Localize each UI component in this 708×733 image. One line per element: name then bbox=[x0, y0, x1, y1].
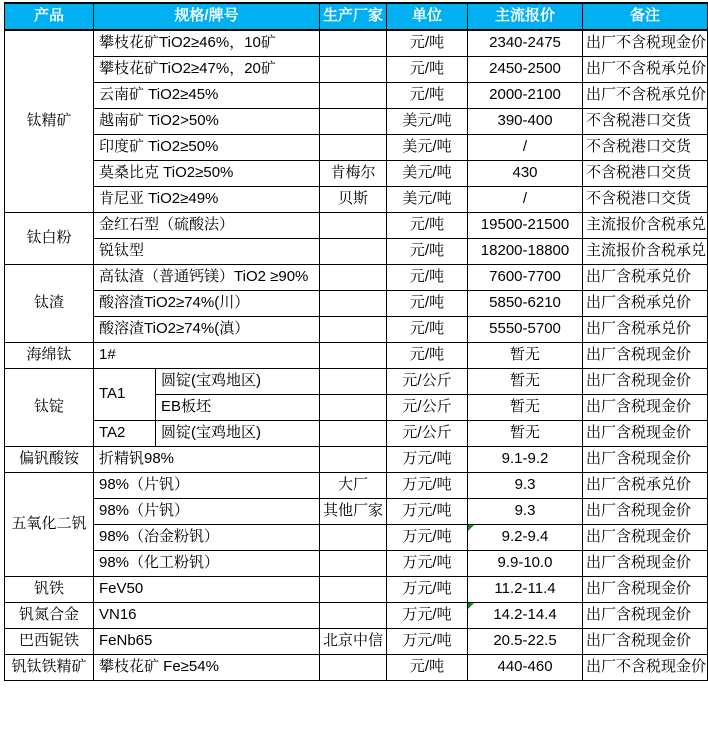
table-row bbox=[5, 134, 708, 160]
price-value: 暂无 bbox=[510, 423, 541, 441]
note-cell[interactable]: 不含税港口交货 bbox=[583, 186, 708, 212]
maker-cell[interactable] bbox=[320, 134, 387, 160]
product-cell[interactable]: 五氧化二钒 bbox=[5, 472, 94, 576]
price-cell[interactable] bbox=[468, 212, 583, 238]
unit-cell[interactable]: 美元/吨 bbox=[387, 108, 468, 134]
table-row bbox=[5, 342, 708, 368]
maker-cell[interactable] bbox=[320, 108, 387, 134]
note-cell[interactable]: 出厂含税承兑价 bbox=[583, 264, 708, 290]
grade-cell[interactable]: TA1 bbox=[94, 368, 156, 420]
maker-cell[interactable] bbox=[320, 342, 387, 368]
unit-cell[interactable]: 元/吨 bbox=[387, 238, 468, 264]
header-cell[interactable]: 主流报价 bbox=[468, 3, 583, 30]
price-cell[interactable] bbox=[468, 368, 583, 394]
spec-cell[interactable]: 高钛渣（普通钙镁）TiO2 ≥90% bbox=[94, 264, 320, 290]
spec-cell[interactable]: 酸溶渣TiO2≥74%(滇） bbox=[94, 316, 320, 342]
table-row bbox=[5, 160, 708, 186]
price-value: 19500-21500 bbox=[480, 215, 570, 233]
commodity-price-table bbox=[4, 2, 708, 681]
price-value: 2340-2475 bbox=[489, 34, 561, 51]
spec-cell[interactable]: 98%（化工粉钒） bbox=[94, 550, 320, 576]
price-value: 2450-2500 bbox=[489, 59, 561, 77]
cell-error-flag-icon bbox=[468, 525, 474, 531]
price-value: 390-400 bbox=[497, 111, 553, 129]
price-value: 9.1-9.2 bbox=[501, 449, 549, 467]
maker-cell[interactable] bbox=[320, 238, 387, 264]
maker-cell[interactable] bbox=[320, 576, 387, 602]
spec-cell[interactable]: 越南矿 TiO2>50% bbox=[94, 108, 320, 134]
form-cell[interactable]: EB板坯 bbox=[156, 394, 320, 420]
maker-cell[interactable] bbox=[320, 82, 387, 108]
spec-cell[interactable]: 1# bbox=[94, 342, 320, 368]
maker-cell[interactable] bbox=[320, 368, 387, 394]
unit-cell[interactable]: 元/公斤 bbox=[387, 394, 468, 420]
note-cell[interactable]: 出厂含税现金价 bbox=[583, 524, 708, 550]
price-cell[interactable] bbox=[468, 602, 583, 628]
price-cell[interactable] bbox=[468, 394, 583, 420]
spec-cell[interactable]: 98%（冶金粉钒） bbox=[94, 524, 320, 550]
unit-cell[interactable]: 元/公斤 bbox=[387, 368, 468, 394]
price-cell[interactable] bbox=[468, 342, 583, 368]
unit-cell[interactable]: 美元/吨 bbox=[387, 134, 468, 160]
header-cell[interactable]: 单位 bbox=[387, 3, 468, 30]
table-row bbox=[5, 524, 708, 550]
price-value: 9.2-9.4 bbox=[501, 527, 549, 545]
note-cell[interactable]: 主流报价含税承兑 bbox=[583, 238, 708, 264]
unit-cell[interactable]: 元/吨 bbox=[387, 316, 468, 342]
maker-cell[interactable] bbox=[320, 290, 387, 316]
table-row bbox=[5, 264, 708, 290]
price-value: 5550-5700 bbox=[489, 319, 561, 337]
product-cell[interactable]: 钒氮合金 bbox=[5, 602, 94, 628]
maker-cell[interactable] bbox=[320, 56, 387, 82]
form-cell[interactable]: 圆锭(宝鸡地区) bbox=[156, 368, 320, 394]
note-cell[interactable]: 出厂不含税承兑价 bbox=[583, 56, 708, 82]
price-cell[interactable] bbox=[468, 316, 583, 342]
price-value: 9.3 bbox=[514, 501, 536, 519]
price-value: / bbox=[522, 137, 528, 155]
note-cell[interactable]: 出厂含税现金价 bbox=[583, 550, 708, 576]
table-body bbox=[5, 30, 708, 680]
header-cell[interactable]: 备注 bbox=[583, 3, 708, 30]
note-cell[interactable]: 出厂含税现金价 bbox=[583, 394, 708, 420]
header-cell[interactable]: 产品 bbox=[5, 3, 94, 30]
note-cell[interactable]: 出厂含税现金价 bbox=[583, 342, 708, 368]
price-value: 暂无 bbox=[510, 397, 541, 415]
maker-cell[interactable] bbox=[320, 264, 387, 290]
header-cell[interactable]: 生产厂家 bbox=[320, 3, 387, 30]
spec-cell[interactable]: 攀枝花矿 Fe≥54% bbox=[94, 654, 320, 680]
product-cell[interactable]: 钒铁 bbox=[5, 576, 94, 602]
table-row bbox=[5, 446, 708, 472]
spec-cell[interactable]: 攀枝花矿TiO2≥46%，10矿 bbox=[94, 30, 320, 56]
price-cell[interactable] bbox=[468, 160, 583, 186]
table-row bbox=[5, 82, 708, 108]
unit-cell[interactable]: 万元/吨 bbox=[387, 524, 468, 550]
unit-cell[interactable]: 元/吨 bbox=[387, 654, 468, 680]
unit-cell[interactable]: 万元/吨 bbox=[387, 576, 468, 602]
spec-cell[interactable]: FeV50 bbox=[94, 576, 320, 602]
unit-cell[interactable]: 万元/吨 bbox=[387, 446, 468, 472]
table-row bbox=[5, 316, 708, 342]
note-cell[interactable]: 出厂不含税承兑价 bbox=[583, 82, 708, 108]
price-value: 暂无 bbox=[510, 371, 541, 389]
product-cell[interactable]: 钛白粉 bbox=[5, 212, 94, 264]
table-row bbox=[5, 576, 708, 602]
spec-cell[interactable]: 折精钒98% bbox=[94, 446, 320, 472]
price-cell[interactable] bbox=[468, 550, 583, 576]
maker-cell[interactable]: 其他厂家 bbox=[320, 498, 387, 524]
table-row bbox=[5, 654, 708, 680]
maker-cell[interactable] bbox=[320, 30, 387, 56]
unit-cell[interactable]: 元/吨 bbox=[387, 56, 468, 82]
unit-cell[interactable]: 元/公斤 bbox=[387, 420, 468, 446]
note-cell[interactable]: 不含税港口交货 bbox=[583, 160, 708, 186]
note-cell[interactable]: 出厂含税现金价 bbox=[583, 576, 708, 602]
spec-cell[interactable]: VN16 bbox=[94, 602, 320, 628]
price-value: 5850-6210 bbox=[489, 293, 561, 311]
unit-cell[interactable]: 万元/吨 bbox=[387, 628, 468, 654]
note-cell[interactable]: 出厂含税现金价 bbox=[583, 602, 708, 628]
unit-cell[interactable]: 元/吨 bbox=[387, 82, 468, 108]
price-value: 9.3 bbox=[514, 475, 536, 493]
spec-cell[interactable]: 莫桑比克 TiO2≥50% bbox=[94, 160, 320, 186]
note-cell[interactable]: 主流报价含税承兑 bbox=[583, 212, 708, 238]
maker-cell[interactable] bbox=[320, 524, 387, 550]
note-cell[interactable]: 出厂含税现金价 bbox=[583, 628, 708, 654]
price-value: 20.5-22.5 bbox=[493, 631, 557, 649]
price-cell[interactable] bbox=[468, 524, 583, 550]
spec-cell[interactable]: 肯尼亚 TiO2≥49% bbox=[94, 186, 320, 212]
table-row bbox=[5, 238, 708, 264]
price-value: 9.9-10.0 bbox=[497, 553, 553, 571]
price-value: 18200-18800 bbox=[480, 241, 570, 259]
price-value: 暂无 bbox=[510, 345, 541, 363]
table-row bbox=[5, 290, 708, 316]
product-cell[interactable]: 海绵钛 bbox=[5, 342, 94, 368]
cell-error-flag-icon bbox=[468, 603, 474, 609]
price-value: 7600-7700 bbox=[489, 267, 561, 285]
maker-cell[interactable]: 贝斯 bbox=[320, 186, 387, 212]
note-cell[interactable]: 不含税港口交货 bbox=[583, 108, 708, 134]
table-row bbox=[5, 472, 708, 498]
unit-cell[interactable]: 元/吨 bbox=[387, 212, 468, 238]
price-value: / bbox=[522, 189, 528, 207]
maker-cell[interactable] bbox=[320, 550, 387, 576]
maker-cell[interactable] bbox=[320, 654, 387, 680]
note-cell[interactable]: 出厂含税现金价 bbox=[583, 368, 708, 394]
price-cell[interactable] bbox=[468, 134, 583, 160]
note-cell[interactable]: 出厂含税承兑价 bbox=[583, 290, 708, 316]
maker-cell[interactable]: 肯梅尔 bbox=[320, 160, 387, 186]
price-cell[interactable] bbox=[468, 56, 583, 82]
form-cell[interactable]: 圆锭(宝鸡地区) bbox=[156, 420, 320, 446]
table-row bbox=[5, 550, 708, 576]
unit-cell[interactable]: 万元/吨 bbox=[387, 602, 468, 628]
price-value: 430 bbox=[512, 163, 538, 181]
unit-cell[interactable]: 元/吨 bbox=[387, 30, 468, 56]
unit-cell[interactable]: 万元/吨 bbox=[387, 550, 468, 576]
note-cell[interactable]: 出厂含税承兑价 bbox=[583, 316, 708, 342]
price-cell[interactable] bbox=[468, 576, 583, 602]
price-cell[interactable] bbox=[468, 420, 583, 446]
note-cell[interactable]: 出厂含税现金价 bbox=[583, 446, 708, 472]
price-cell[interactable] bbox=[468, 472, 583, 498]
header-cell[interactable]: 规格/牌号 bbox=[94, 3, 320, 30]
price-cell[interactable] bbox=[468, 238, 583, 264]
price-cell[interactable] bbox=[468, 186, 583, 212]
unit-cell[interactable]: 元/吨 bbox=[387, 290, 468, 316]
price-cell[interactable] bbox=[468, 82, 583, 108]
price-cell[interactable] bbox=[468, 30, 583, 56]
unit-cell[interactable]: 万元/吨 bbox=[387, 498, 468, 524]
price-cell[interactable] bbox=[468, 446, 583, 472]
table-row bbox=[5, 602, 708, 628]
note-cell[interactable]: 不含税港口交货 bbox=[583, 134, 708, 160]
product-cell[interactable]: 钛渣 bbox=[5, 264, 94, 342]
header-row bbox=[5, 3, 708, 30]
note-cell[interactable]: 出厂含税现金价 bbox=[583, 420, 708, 446]
maker-cell[interactable] bbox=[320, 602, 387, 628]
unit-cell[interactable]: 万元/吨 bbox=[387, 472, 468, 498]
unit-cell[interactable]: 元/吨 bbox=[387, 342, 468, 368]
note-cell[interactable]: 出厂不含税现金价 bbox=[583, 654, 708, 680]
spec-cell[interactable]: 攀枝花矿TiO2≥47%，20矿 bbox=[94, 56, 320, 82]
spec-cell[interactable]: 印度矿 TiO2≥50% bbox=[94, 134, 320, 160]
product-cell[interactable]: 偏钒酸铵 bbox=[5, 446, 94, 472]
table-row bbox=[5, 212, 708, 238]
maker-cell[interactable] bbox=[320, 316, 387, 342]
spec-cell[interactable]: 金红石型（硫酸法） bbox=[94, 212, 320, 238]
spec-cell[interactable]: 98%（片钒） bbox=[94, 498, 320, 524]
spec-cell[interactable]: 98%（片钒） bbox=[94, 472, 320, 498]
table-row bbox=[5, 56, 708, 82]
table-row bbox=[5, 368, 708, 394]
maker-cell[interactable] bbox=[320, 420, 387, 446]
price-cell[interactable] bbox=[468, 290, 583, 316]
note-cell[interactable]: 出厂含税现金价 bbox=[583, 498, 708, 524]
table-row bbox=[5, 628, 708, 654]
spec-cell[interactable]: 酸溶渣TiO2≥74%(川） bbox=[94, 290, 320, 316]
unit-cell[interactable]: 美元/吨 bbox=[387, 160, 468, 186]
price-cell[interactable] bbox=[468, 628, 583, 654]
spec-cell[interactable]: FeNb65 bbox=[94, 628, 320, 654]
price-cell[interactable] bbox=[468, 654, 583, 680]
unit-cell[interactable]: 美元/吨 bbox=[387, 186, 468, 212]
product-cell[interactable]: 钛锭 bbox=[5, 368, 94, 446]
price-cell[interactable] bbox=[468, 498, 583, 524]
product-cell[interactable]: 巴西铌铁 bbox=[5, 628, 94, 654]
price-value: 14.2-14.4 bbox=[493, 605, 557, 623]
price-value: 11.2-11.4 bbox=[494, 579, 556, 597]
price-cell[interactable] bbox=[468, 108, 583, 134]
table-row bbox=[5, 30, 708, 56]
product-cell[interactable]: 钒钛铁精矿 bbox=[5, 654, 94, 680]
maker-cell[interactable]: 北京中信 bbox=[320, 628, 387, 654]
product-cell[interactable]: 钛精矿 bbox=[5, 30, 94, 212]
price-value: 440-460 bbox=[497, 657, 553, 675]
table-header bbox=[5, 3, 708, 30]
maker-cell[interactable]: 大厂 bbox=[320, 472, 387, 498]
price-value: 2000-2100 bbox=[489, 85, 561, 103]
spec-cell[interactable]: 锐钛型 bbox=[94, 238, 320, 264]
grade-cell[interactable]: TA2 bbox=[94, 420, 156, 446]
table-row bbox=[5, 420, 708, 446]
table-row bbox=[5, 186, 708, 212]
maker-cell[interactable] bbox=[320, 212, 387, 238]
table-row bbox=[5, 108, 708, 134]
spec-cell[interactable]: 云南矿 TiO2≥45% bbox=[94, 82, 320, 108]
table-row bbox=[5, 498, 708, 524]
price-cell[interactable] bbox=[468, 264, 583, 290]
unit-cell[interactable]: 元/吨 bbox=[387, 264, 468, 290]
maker-cell[interactable] bbox=[320, 394, 387, 420]
maker-cell[interactable] bbox=[320, 446, 387, 472]
note-cell[interactable]: 出厂含税承兑价 bbox=[583, 472, 708, 498]
note-cell[interactable]: 出厂不含税现金价 bbox=[583, 30, 708, 56]
